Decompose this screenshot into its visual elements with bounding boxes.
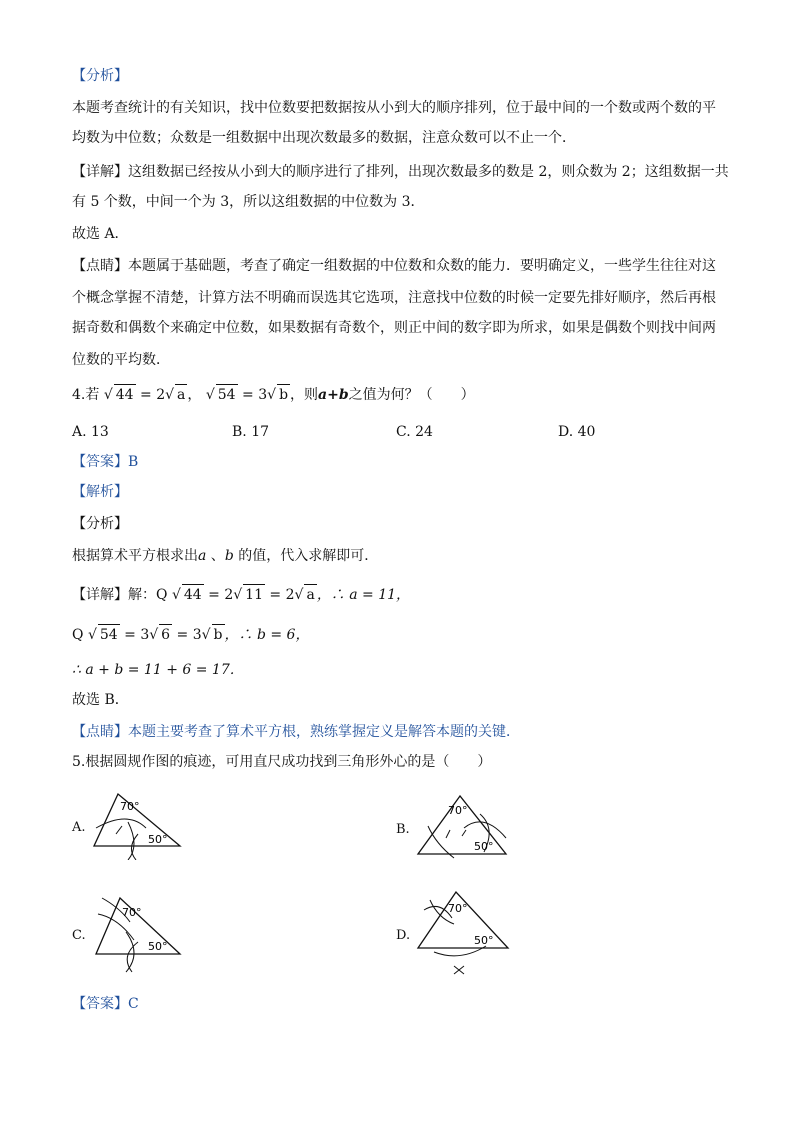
sqrt-sign: √ [103, 387, 113, 403]
radicand: b [212, 624, 225, 645]
q4-suffix-post: 之值为何？（ ） [348, 387, 475, 403]
answer-label: 【答案】B [72, 454, 139, 470]
radicand: a [304, 584, 316, 605]
q4-eq2-mid: = 3 [237, 387, 268, 403]
paragraph-line: 【详解】这组数据已经按从小到大的顺序进行了排列，出现次数最多的数是 2，则众数为 2；这组数据一共 [72, 164, 729, 180]
paragraph-line: 【点睛】本题属于基础题，考查了确定一组数据的中位数和众数的能力．要明确定义，一些学生往往对这 [72, 258, 716, 274]
figure-label-b: B. [396, 822, 410, 837]
option-a: A. 13 [72, 424, 109, 440]
angle-label-top: 70° [122, 906, 142, 919]
sqrt-sign: √ [87, 627, 97, 643]
detail-line-3: ∴ a + b = 11 + 6 = 17． [72, 662, 244, 678]
paragraph-line: 有 5 个数，中间一个为 3，所以这组数据的中位数为 3． [72, 194, 425, 210]
question-4-stem [72, 384, 475, 405]
fx-post: 的值，代入求解即可． [233, 548, 379, 564]
angle-label-top: 70° [448, 804, 468, 817]
radicand: 54 [216, 384, 238, 405]
triangle-figure-c [90, 892, 190, 974]
eq-mid: = 3 [172, 627, 202, 643]
paragraph-line: 位数的平均数． [72, 352, 170, 368]
paragraph-line: 本题考查统计的有关知识，找中位数要把数据按从小到大的顺序排列，位于最中间的一个数或两个数的平 [72, 100, 716, 116]
paragraph-line: 故选 A． [72, 226, 129, 242]
triangle-figure-b [414, 792, 514, 860]
radicand: 44 [182, 584, 204, 605]
eq-mid: = 2 [203, 587, 234, 603]
sqrt-sign: √ [149, 627, 159, 643]
figure-label-c: C. [72, 928, 86, 943]
radicand: b [277, 384, 290, 405]
radicand: a [175, 384, 187, 405]
paragraph-line: 据奇数和偶数个来确定中位数，如果数据有奇数个，则正中间的数字即为所求，如果是偶数个则找中间两 [72, 320, 716, 336]
triangle-figure-d [414, 888, 518, 976]
angle-label-right: 50° [474, 840, 494, 853]
question-5-stem: 5.根据圆规作图的痕迹，可用直尺成功找到三角形外心的是（ ） [72, 754, 492, 770]
sqrt-sign: √ [165, 387, 175, 403]
paragraph-line: 均数为中位数；众数是一组数据中出现次数最多的数据，注意众数可以不止一个． [72, 130, 576, 146]
section-analysis-heading: 【分析】 [72, 68, 128, 84]
option-d: D. 40 [558, 424, 596, 440]
angle-label-right: 50° [148, 940, 168, 953]
detail-pre: 【详解】解：Q [72, 587, 172, 603]
option-c: C. 24 [396, 424, 433, 440]
angle-label-right: 50° [474, 934, 494, 947]
angle-label-top: 70° [120, 800, 140, 813]
var-a: a [198, 548, 207, 564]
sqrt-sign: √ [294, 587, 304, 603]
eq-mid: = 3 [119, 627, 150, 643]
triangle-figure-a [88, 788, 188, 860]
radicand: 44 [114, 384, 136, 405]
detail-line-1 [72, 584, 410, 605]
sqrt-sign: √ [267, 387, 277, 403]
sqrt-sign: √ [171, 587, 181, 603]
solution-heading: 【解析】 [72, 484, 128, 500]
option-b: B. 17 [232, 424, 270, 440]
detail-tail: ，∴ b = 6， [224, 627, 310, 643]
remark-line: 【点睛】本题主要考查了算术平方根，熟练掌握定义是解答本题的关键． [72, 724, 520, 740]
detail-pre: Q [72, 627, 88, 643]
angle-label-right: 50° [148, 833, 168, 846]
sqrt-sign: √ [233, 587, 243, 603]
paragraph-line [72, 546, 378, 566]
q4-expression: a+b [318, 387, 349, 403]
detail-tail: ，∴ a = 11， [316, 587, 411, 603]
figure-label-a: A. [72, 820, 86, 835]
q4-prefix: 4.若 [72, 387, 100, 403]
eq-mid: = 2 [264, 587, 295, 603]
fx-pre: 根据算术平方根求出 [72, 548, 198, 564]
section-analysis-heading: 【分析】 [72, 516, 128, 532]
angle-label-top: 70° [448, 902, 468, 915]
paragraph-line: 个概念掌握不清楚，计算方法不明确而误选其它选项，注意找中位数的时候一定要先排好顺序，然后再根 [72, 290, 716, 306]
sqrt-sign: √ [201, 627, 211, 643]
q4-suffix-pre: ，则 [290, 387, 319, 403]
fx-mid: 、 [206, 548, 225, 564]
answer-label: 【答案】C [72, 996, 139, 1012]
paragraph-line: 故选 B． [72, 692, 129, 708]
radicand: 54 [98, 624, 120, 645]
figure-label-d: D. [396, 928, 411, 943]
var-b: b [224, 548, 234, 564]
sqrt-sign: √ [205, 387, 215, 403]
radicand: 6 [159, 624, 172, 645]
q4-eq1-mid: = 2 [135, 387, 166, 403]
radicand: 11 [243, 584, 265, 605]
q4-sep: ， [187, 387, 202, 403]
detail-line-2 [72, 624, 309, 645]
